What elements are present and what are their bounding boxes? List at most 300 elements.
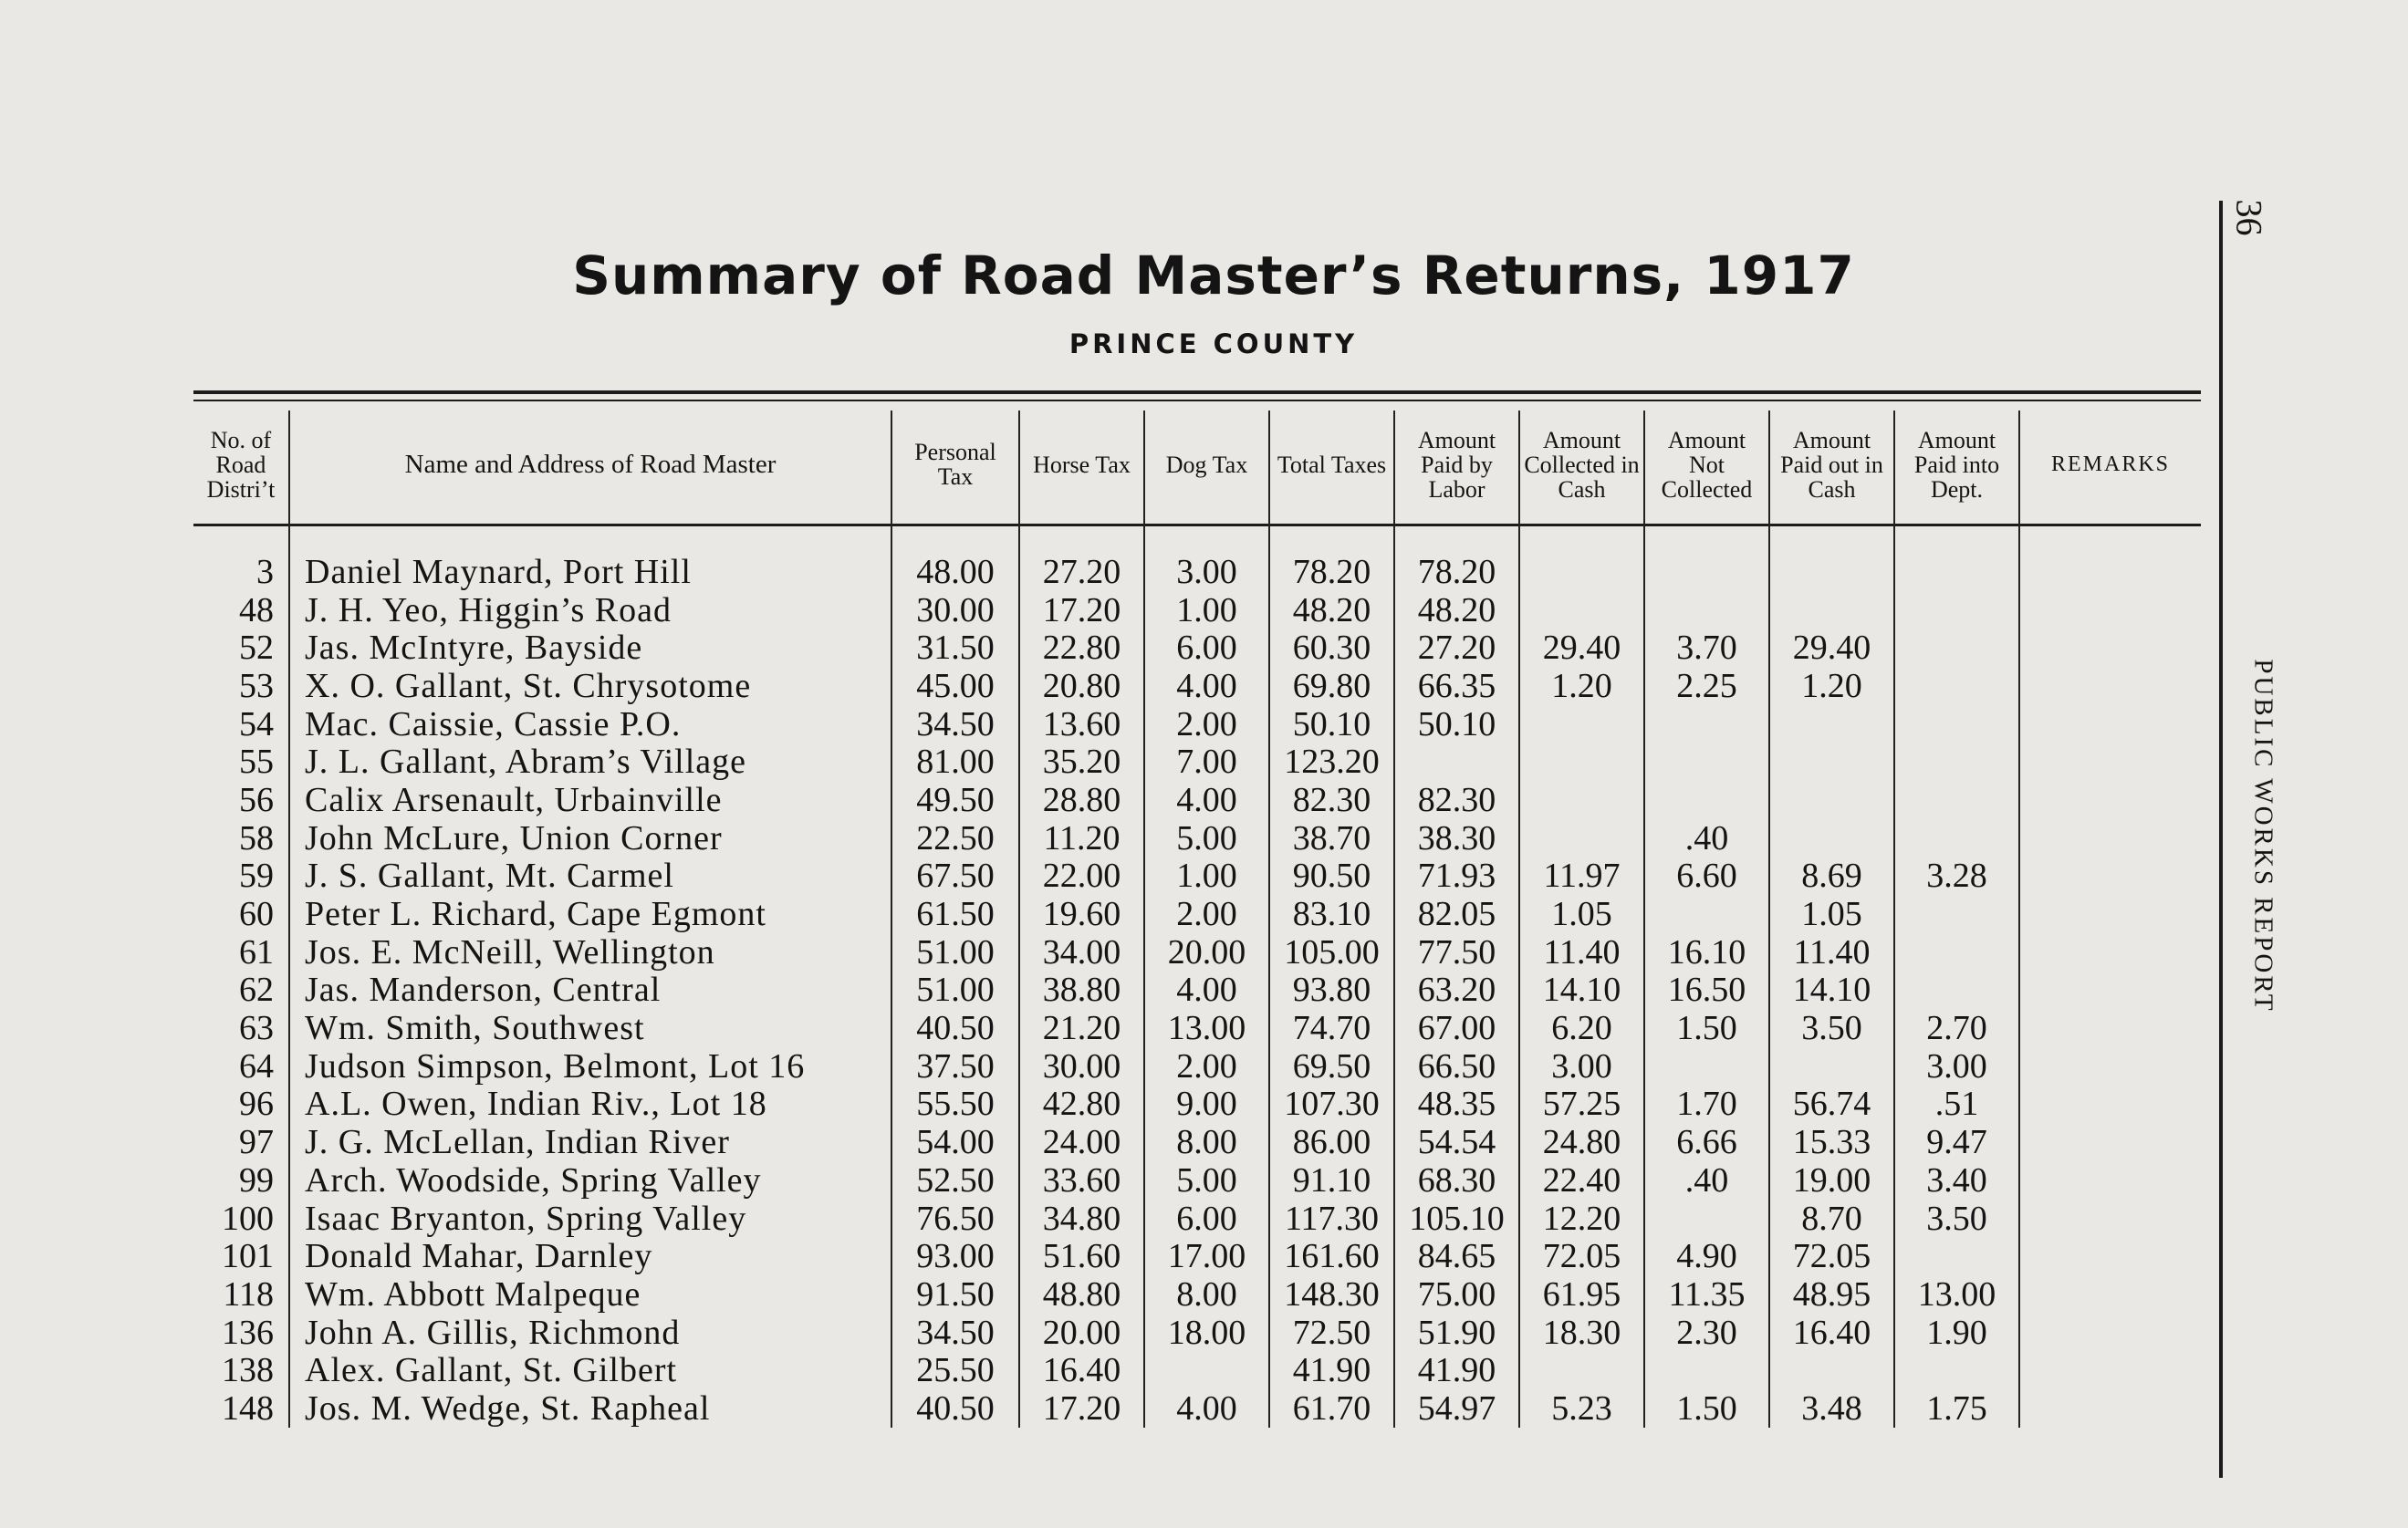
cell-personal-tax: 45.00 <box>891 667 1019 705</box>
cell-district: 138 <box>222 1351 274 1390</box>
cell-total-taxes: 50.10 <box>1269 705 1394 743</box>
table-row <box>193 858 2201 896</box>
col-header-collected-cash: Amount Collected in Cash <box>1519 411 1644 518</box>
cell-remarks <box>2019 1086 2201 1124</box>
cell-name: Jos. E. McNeill, Wellington <box>289 933 891 972</box>
cell-paid-by-labor: 54.54 <box>1394 1123 1519 1161</box>
cell-paid-by-labor: 82.30 <box>1394 781 1519 819</box>
cell-district: 61 <box>239 932 274 972</box>
cell-not-collected <box>1644 591 1769 629</box>
cell-horse-tax: 42.80 <box>1019 1086 1144 1124</box>
cell-paid-out-cash: 56.74 <box>1769 1086 1894 1124</box>
cell-paid-into-dept <box>1894 933 2019 972</box>
cell-district: 48 <box>239 590 274 629</box>
cell-total-taxes: 61.70 <box>1269 1389 1394 1428</box>
cell-remarks <box>2019 1200 2201 1238</box>
cell-name: X. O. Gallant, St. Chrysotome <box>289 667 891 705</box>
cell-district: 58 <box>239 818 274 858</box>
cell-dog-tax: 9.00 <box>1144 1086 1269 1124</box>
cell-paid-out-cash: 29.40 <box>1769 629 1894 667</box>
cell-collected-cash: 29.40 <box>1519 629 1644 667</box>
cell-not-collected <box>1644 895 1769 933</box>
cell-not-collected: 6.66 <box>1644 1123 1769 1161</box>
table-spacer-row <box>193 518 2201 553</box>
cell-paid-into-dept <box>1894 743 2019 781</box>
table-row <box>193 972 2201 1010</box>
cell-not-collected <box>1644 553 1769 591</box>
cell-paid-into-dept <box>1894 895 2019 933</box>
cell-personal-tax: 34.50 <box>891 1314 1019 1352</box>
cell-total-taxes: 117.30 <box>1269 1200 1394 1238</box>
cell-district: 100 <box>222 1199 274 1238</box>
cell-paid-by-labor: 66.35 <box>1394 667 1519 705</box>
cell-paid-by-labor: 50.10 <box>1394 705 1519 743</box>
cell-district: 55 <box>239 743 274 782</box>
cell-collected-cash: 6.20 <box>1519 1009 1644 1047</box>
col-header-district: No. of Road Distri’t <box>206 426 276 503</box>
cell-paid-out-cash: 72.05 <box>1769 1237 1894 1275</box>
cell-paid-out-cash: 1.20 <box>1769 667 1894 705</box>
cell-dog-tax: 20.00 <box>1144 933 1269 972</box>
cell-total-taxes: 148.30 <box>1269 1275 1394 1314</box>
cell-total-taxes: 48.20 <box>1269 591 1394 629</box>
cell-personal-tax: 52.50 <box>891 1161 1019 1200</box>
cell-district: 59 <box>239 857 274 896</box>
cell-dog-tax: 3.00 <box>1144 553 1269 591</box>
table-body <box>193 518 2201 1428</box>
header-rule-thick <box>193 390 2201 394</box>
cell-paid-by-labor: 84.65 <box>1394 1237 1519 1275</box>
cell-name: Donald Mahar, Darnley <box>289 1237 891 1275</box>
cell-paid-by-labor: 63.20 <box>1394 972 1519 1010</box>
cell-not-collected <box>1644 781 1769 819</box>
cell-dog-tax: 4.00 <box>1144 1389 1269 1428</box>
cell-remarks <box>2019 553 2201 591</box>
page-number: 36 <box>2228 199 2270 236</box>
cell-paid-out-cash: 48.95 <box>1769 1275 1894 1314</box>
cell-paid-out-cash: 11.40 <box>1769 933 1894 972</box>
cell-not-collected <box>1644 705 1769 743</box>
cell-paid-into-dept <box>1894 1237 2019 1275</box>
cell-remarks <box>2019 1237 2201 1275</box>
running-head: PUBLIC WORKS REPORT <box>2248 659 2278 1013</box>
cell-not-collected: 16.50 <box>1644 972 1769 1010</box>
cell-paid-into-dept <box>1894 629 2019 667</box>
cell-dog-tax: 8.00 <box>1144 1275 1269 1314</box>
cell-horse-tax: 33.60 <box>1019 1161 1144 1200</box>
cell-paid-by-labor: 67.00 <box>1394 1009 1519 1047</box>
cell-collected-cash: 18.30 <box>1519 1314 1644 1352</box>
cell-paid-by-labor: 68.30 <box>1394 1161 1519 1200</box>
cell-name: J. H. Yeo, Higgin’s Road <box>289 591 891 629</box>
cell-paid-out-cash: 8.69 <box>1769 858 1894 896</box>
cell-dog-tax: 7.00 <box>1144 743 1269 781</box>
cell-district: 3 <box>256 552 274 591</box>
table-row <box>193 819 2201 858</box>
table-row <box>193 781 2201 819</box>
cell-personal-tax: 93.00 <box>891 1237 1019 1275</box>
table-row <box>193 1200 2201 1238</box>
cell-horse-tax: 17.20 <box>1019 1389 1144 1428</box>
cell-total-taxes: 72.50 <box>1269 1314 1394 1352</box>
cell-total-taxes: 38.70 <box>1269 819 1394 858</box>
table-row <box>193 1123 2201 1161</box>
cell-total-taxes: 161.60 <box>1269 1237 1394 1275</box>
cell-paid-into-dept <box>1894 781 2019 819</box>
cell-name: Calix Arsenault, Urbainville <box>289 781 891 819</box>
cell-personal-tax: 31.50 <box>891 629 1019 667</box>
table-row <box>193 1009 2201 1047</box>
cell-remarks <box>2019 743 2201 781</box>
col-header-paid-by-labor: Amount Paid by Labor <box>1394 411 1519 518</box>
cell-district: 56 <box>239 780 274 819</box>
cell-collected-cash: 57.25 <box>1519 1086 1644 1124</box>
cell-paid-by-labor: 41.90 <box>1394 1351 1519 1389</box>
cell-horse-tax: 20.80 <box>1019 667 1144 705</box>
cell-name: Wm. Abbott Malpeque <box>289 1275 891 1314</box>
cell-collected-cash: 1.20 <box>1519 667 1644 705</box>
cell-collected-cash: 11.40 <box>1519 933 1644 972</box>
col-header-horse-tax: Horse Tax <box>1019 411 1144 518</box>
cell-paid-out-cash: 19.00 <box>1769 1161 1894 1200</box>
table-row <box>193 591 2201 629</box>
cell-name: Judson Simpson, Belmont, Lot 16 <box>289 1047 891 1086</box>
cell-remarks <box>2019 1389 2201 1428</box>
cell-collected-cash: 12.20 <box>1519 1200 1644 1238</box>
cell-paid-into-dept: 1.75 <box>1894 1389 2019 1428</box>
cell-dog-tax: 4.00 <box>1144 781 1269 819</box>
cell-paid-out-cash: 3.48 <box>1769 1389 1894 1428</box>
cell-district: 148 <box>222 1388 274 1428</box>
cell-collected-cash <box>1519 1351 1644 1389</box>
cell-remarks <box>2019 1351 2201 1389</box>
col-header-paid-out-cash: Amount Paid out in Cash <box>1769 411 1894 518</box>
cell-paid-into-dept: 9.47 <box>1894 1123 2019 1161</box>
cell-paid-out-cash: 15.33 <box>1769 1123 1894 1161</box>
cell-total-taxes: 123.20 <box>1269 743 1394 781</box>
cell-paid-into-dept: 3.28 <box>1894 858 2019 896</box>
cell-collected-cash: 1.05 <box>1519 895 1644 933</box>
cell-dog-tax: 2.00 <box>1144 1047 1269 1086</box>
cell-paid-out-cash <box>1769 705 1894 743</box>
cell-personal-tax: 67.50 <box>891 858 1019 896</box>
cell-paid-into-dept <box>1894 553 2019 591</box>
cell-paid-out-cash: 3.50 <box>1769 1009 1894 1047</box>
cell-collected-cash: 3.00 <box>1519 1047 1644 1086</box>
cell-personal-tax: 34.50 <box>891 705 1019 743</box>
cell-paid-into-dept <box>1894 972 2019 1010</box>
cell-total-taxes: 83.10 <box>1269 895 1394 933</box>
cell-not-collected: 6.60 <box>1644 858 1769 896</box>
cell-remarks <box>2019 1314 2201 1352</box>
cell-not-collected: 2.25 <box>1644 667 1769 705</box>
table-row <box>193 1351 2201 1389</box>
cell-collected-cash: 22.40 <box>1519 1161 1644 1200</box>
table-row <box>193 705 2201 743</box>
col-header-dog-tax: Dog Tax <box>1144 411 1269 518</box>
cell-paid-into-dept <box>1894 1351 2019 1389</box>
cell-name: Mac. Caissie, Cassie P.O. <box>289 705 891 743</box>
cell-district: 63 <box>239 1009 274 1048</box>
table-row <box>193 1047 2201 1086</box>
table-row <box>193 629 2201 667</box>
cell-paid-by-labor: 27.20 <box>1394 629 1519 667</box>
cell-collected-cash <box>1519 743 1644 781</box>
table-row <box>193 553 2201 591</box>
cell-collected-cash <box>1519 819 1644 858</box>
cell-name: Jos. M. Wedge, St. Rapheal <box>289 1389 891 1428</box>
cell-collected-cash: 11.97 <box>1519 858 1644 896</box>
cell-not-collected <box>1644 1047 1769 1086</box>
cell-paid-into-dept: 3.40 <box>1894 1161 2019 1200</box>
page-subtitle: PRINCE COUNTY <box>1068 328 1359 359</box>
cell-remarks <box>2019 705 2201 743</box>
cell-name: Jas. Manderson, Central <box>289 972 891 1010</box>
cell-personal-tax: 25.50 <box>891 1351 1019 1389</box>
cell-paid-out-cash: 14.10 <box>1769 972 1894 1010</box>
table-row <box>193 1237 2201 1275</box>
cell-remarks <box>2019 629 2201 667</box>
cell-name: A.L. Owen, Indian Riv., Lot 18 <box>289 1086 891 1124</box>
cell-horse-tax: 28.80 <box>1019 781 1144 819</box>
cell-not-collected: 1.50 <box>1644 1009 1769 1047</box>
cell-remarks <box>2019 1123 2201 1161</box>
table-row <box>193 1275 2201 1314</box>
cell-horse-tax: 21.20 <box>1019 1009 1144 1047</box>
cell-name: Daniel Maynard, Port Hill <box>289 553 891 591</box>
cell-total-taxes: 93.80 <box>1269 972 1394 1010</box>
col-header-paid-into-dept: Amount Paid into Dept. <box>1894 411 2019 518</box>
cell-collected-cash <box>1519 705 1644 743</box>
cell-paid-by-labor: 77.50 <box>1394 933 1519 972</box>
cell-paid-out-cash <box>1769 743 1894 781</box>
cell-name: John McLure, Union Corner <box>289 819 891 858</box>
cell-paid-into-dept <box>1894 705 2019 743</box>
cell-remarks <box>2019 1275 2201 1314</box>
cell-paid-by-labor: 75.00 <box>1394 1275 1519 1314</box>
cell-not-collected <box>1644 1200 1769 1238</box>
cell-collected-cash <box>1519 591 1644 629</box>
cell-dog-tax: 1.00 <box>1144 591 1269 629</box>
table-row <box>193 933 2201 972</box>
cell-horse-tax: 13.60 <box>1019 705 1144 743</box>
cell-horse-tax: 24.00 <box>1019 1123 1144 1161</box>
cell-name: Isaac Bryanton, Spring Valley <box>289 1200 891 1238</box>
cell-dog-tax: 5.00 <box>1144 1161 1269 1200</box>
cell-paid-out-cash <box>1769 553 1894 591</box>
cell-horse-tax: 34.00 <box>1019 933 1144 972</box>
cell-district: 97 <box>239 1123 274 1162</box>
cell-not-collected: 2.30 <box>1644 1314 1769 1352</box>
cell-paid-by-labor: 54.97 <box>1394 1389 1519 1428</box>
cell-dog-tax: 8.00 <box>1144 1123 1269 1161</box>
cell-remarks <box>2019 972 2201 1010</box>
cell-name: Alex. Gallant, St. Gilbert <box>289 1351 891 1389</box>
cell-district: 62 <box>239 971 274 1010</box>
cell-not-collected: 3.70 <box>1644 629 1769 667</box>
cell-dog-tax: 4.00 <box>1144 667 1269 705</box>
cell-paid-into-dept: .51 <box>1894 1086 2019 1124</box>
cell-district: 60 <box>239 895 274 934</box>
cell-collected-cash <box>1519 553 1644 591</box>
table-row <box>193 1161 2201 1200</box>
cell-total-taxes: 69.50 <box>1269 1047 1394 1086</box>
page-title: Summary of Road Master’s Returns, 1917 <box>572 244 1855 307</box>
cell-dog-tax: 6.00 <box>1144 629 1269 667</box>
cell-paid-into-dept <box>1894 591 2019 629</box>
cell-collected-cash: 14.10 <box>1519 972 1644 1010</box>
cell-dog-tax: 5.00 <box>1144 819 1269 858</box>
col-header-not-collected: Amount Not Collected <box>1644 411 1769 518</box>
cell-paid-by-labor: 71.93 <box>1394 858 1519 896</box>
cell-district: 96 <box>239 1085 274 1124</box>
cell-district: 136 <box>222 1313 274 1352</box>
cell-horse-tax: 51.60 <box>1019 1237 1144 1275</box>
cell-total-taxes: 90.50 <box>1269 858 1394 896</box>
cell-district: 64 <box>239 1046 274 1086</box>
cell-not-collected: 1.70 <box>1644 1086 1769 1124</box>
cell-paid-out-cash <box>1769 1351 1894 1389</box>
cell-not-collected: 1.50 <box>1644 1389 1769 1428</box>
cell-personal-tax: 49.50 <box>891 781 1019 819</box>
cell-name: Wm. Smith, Southwest <box>289 1009 891 1047</box>
cell-personal-tax: 51.00 <box>891 933 1019 972</box>
cell-paid-out-cash <box>1769 1047 1894 1086</box>
cell-paid-by-labor: 78.20 <box>1394 553 1519 591</box>
table-header-row <box>193 411 2201 518</box>
cell-total-taxes: 74.70 <box>1269 1009 1394 1047</box>
cell-district: 52 <box>239 629 274 668</box>
cell-paid-out-cash: 8.70 <box>1769 1200 1894 1238</box>
cell-personal-tax: 51.00 <box>891 972 1019 1010</box>
cell-name: Peter L. Richard, Cape Egmont <box>289 895 891 933</box>
cell-remarks <box>2019 1009 2201 1047</box>
cell-horse-tax: 34.80 <box>1019 1200 1144 1238</box>
header-rule-thin <box>193 400 2201 401</box>
cell-paid-into-dept: 3.50 <box>1894 1200 2019 1238</box>
cell-paid-by-labor: 38.30 <box>1394 819 1519 858</box>
cell-remarks <box>2019 819 2201 858</box>
cell-dog-tax: 1.00 <box>1144 858 1269 896</box>
cell-paid-by-labor <box>1394 743 1519 781</box>
col-header-name: Name and Address of Road Master <box>289 411 891 518</box>
cell-paid-into-dept: 13.00 <box>1894 1275 2019 1314</box>
cell-paid-into-dept <box>1894 819 2019 858</box>
cell-personal-tax: 22.50 <box>891 819 1019 858</box>
cell-dog-tax: 13.00 <box>1144 1009 1269 1047</box>
cell-horse-tax: 17.20 <box>1019 591 1144 629</box>
cell-name: J. L. Gallant, Abram’s Village <box>289 743 891 781</box>
cell-paid-into-dept: 1.90 <box>1894 1314 2019 1352</box>
cell-collected-cash: 5.23 <box>1519 1389 1644 1428</box>
cell-remarks <box>2019 1047 2201 1086</box>
cell-name: J. S. Gallant, Mt. Carmel <box>289 858 891 896</box>
table-row <box>193 667 2201 705</box>
cell-horse-tax: 16.40 <box>1019 1351 1144 1389</box>
cell-horse-tax: 22.80 <box>1019 629 1144 667</box>
cell-total-taxes: 60.30 <box>1269 629 1394 667</box>
cell-district: 53 <box>239 666 274 705</box>
cell-dog-tax <box>1144 1351 1269 1389</box>
cell-paid-out-cash <box>1769 781 1894 819</box>
cell-personal-tax: 37.50 <box>891 1047 1019 1086</box>
cell-personal-tax: 61.50 <box>891 895 1019 933</box>
cell-paid-out-cash: 1.05 <box>1769 895 1894 933</box>
cell-horse-tax: 11.20 <box>1019 819 1144 858</box>
cell-horse-tax: 22.00 <box>1019 858 1144 896</box>
cell-paid-out-cash <box>1769 591 1894 629</box>
cell-total-taxes: 86.00 <box>1269 1123 1394 1161</box>
cell-paid-by-labor: 105.10 <box>1394 1200 1519 1238</box>
table-row <box>193 895 2201 933</box>
cell-paid-by-labor: 48.35 <box>1394 1086 1519 1124</box>
table-row <box>193 1389 2201 1428</box>
cell-collected-cash <box>1519 781 1644 819</box>
cell-total-taxes: 107.30 <box>1269 1086 1394 1124</box>
cell-paid-by-labor: 51.90 <box>1394 1314 1519 1352</box>
cell-total-taxes: 105.00 <box>1269 933 1394 972</box>
cell-personal-tax: 40.50 <box>891 1389 1019 1428</box>
table-row <box>193 1086 2201 1124</box>
cell-horse-tax: 38.80 <box>1019 972 1144 1010</box>
cell-dog-tax: 6.00 <box>1144 1200 1269 1238</box>
cell-not-collected <box>1644 743 1769 781</box>
cell-horse-tax: 20.00 <box>1019 1314 1144 1352</box>
cell-total-taxes: 82.30 <box>1269 781 1394 819</box>
cell-paid-into-dept: 2.70 <box>1894 1009 2019 1047</box>
cell-dog-tax: 2.00 <box>1144 895 1269 933</box>
cell-personal-tax: 55.50 <box>891 1086 1019 1124</box>
cell-horse-tax: 27.20 <box>1019 553 1144 591</box>
cell-not-collected: 16.10 <box>1644 933 1769 972</box>
cell-not-collected: .40 <box>1644 1161 1769 1200</box>
cell-remarks <box>2019 667 2201 705</box>
cell-paid-out-cash <box>1769 819 1894 858</box>
cell-paid-by-labor: 48.20 <box>1394 591 1519 629</box>
cell-paid-by-labor: 66.50 <box>1394 1047 1519 1086</box>
cell-remarks <box>2019 1161 2201 1200</box>
cell-dog-tax: 4.00 <box>1144 972 1269 1010</box>
cell-dog-tax: 17.00 <box>1144 1237 1269 1275</box>
cell-name: Jas. McIntyre, Bayside <box>289 629 891 667</box>
cell-dog-tax: 18.00 <box>1144 1314 1269 1352</box>
cell-name: John A. Gillis, Richmond <box>289 1314 891 1352</box>
cell-remarks <box>2019 895 2201 933</box>
cell-personal-tax: 54.00 <box>891 1123 1019 1161</box>
col-header-total-taxes: Total Taxes <box>1269 411 1394 518</box>
margin-rule <box>2219 201 2223 1478</box>
cell-district: 101 <box>222 1237 274 1276</box>
table-row <box>193 1314 2201 1352</box>
col-header-remarks: REMARKS <box>2019 411 2201 518</box>
cell-paid-into-dept: 3.00 <box>1894 1047 2019 1086</box>
cell-horse-tax: 35.20 <box>1019 743 1144 781</box>
cell-personal-tax: 30.00 <box>891 591 1019 629</box>
cell-horse-tax: 30.00 <box>1019 1047 1144 1086</box>
table-row <box>193 743 2201 781</box>
cell-personal-tax: 40.50 <box>891 1009 1019 1047</box>
col-header-personal-tax: Personal Tax <box>891 411 1019 518</box>
cell-not-collected <box>1644 1351 1769 1389</box>
cell-remarks <box>2019 933 2201 972</box>
cell-collected-cash: 61.95 <box>1519 1275 1644 1314</box>
cell-district: 118 <box>223 1274 274 1314</box>
cell-remarks <box>2019 781 2201 819</box>
cell-total-taxes: 41.90 <box>1269 1351 1394 1389</box>
cell-collected-cash: 72.05 <box>1519 1237 1644 1275</box>
road-master-returns-table <box>193 411 2201 1428</box>
cell-not-collected: 4.90 <box>1644 1237 1769 1275</box>
